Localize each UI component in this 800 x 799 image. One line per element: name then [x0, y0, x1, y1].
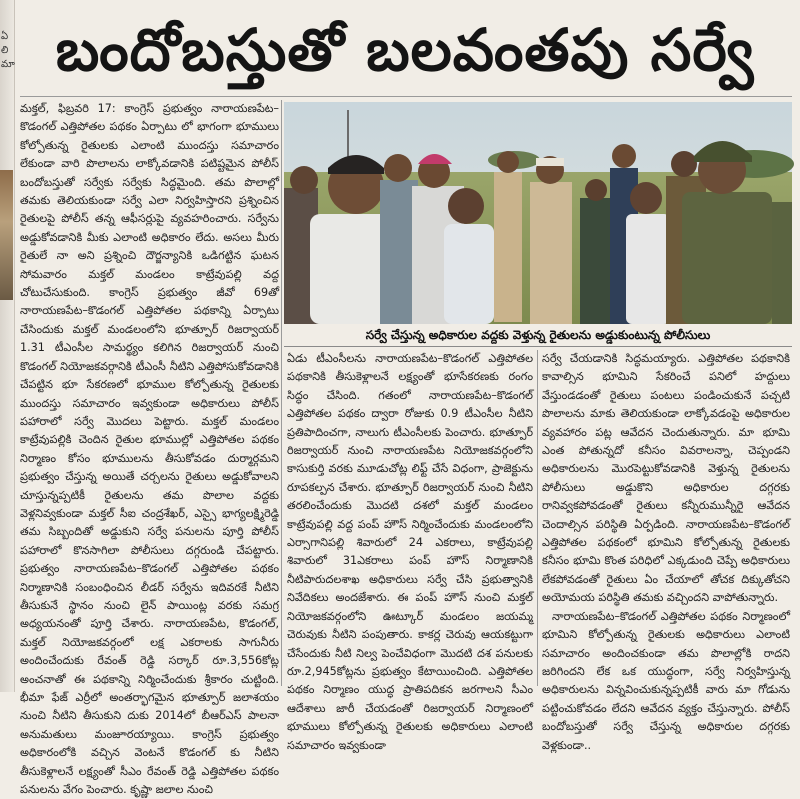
- adjacent-article-photo: [0, 170, 13, 300]
- article-column-2: [287, 350, 533, 752]
- article-photo: [284, 102, 792, 324]
- headline-divider: [20, 96, 792, 97]
- article-paragraph: నారాయణపేట–కొడంగల్ ఎత్తిపోతల పథకం నిర్మాణంలో భూమిని కోల్పోతున్న రైతులకు అధికారులు ఎలాంటి సమాచారం అందించకుండా తమ పొలాల్లోకి రాదని జరిగిందని లేక ఒక యుద్ధంగా, సర్వే నిర్వహిస్తున్న అధికారులను విన్నవించుకున్నప్పటికీ వారు మా గోడును పట్టించుకోవడం లేదని ఆవేదన వ్యక్తం చేస్తున్నారు. పోలీస్ బందోబస్తుతో సర్వే చేస్తున్న అధికారుల దగ్గరకు వెళ్లకుండా..: [542, 609, 790, 752]
- article-paragraph: సర్వే చేయడానికి సిద్ధమయ్యారు. ఎత్తిపోతల పథకానికి కావాల్సిన భూమిని సేకరించే పనిలో హద్దులు వేస్తుండడంతో రైతులు పంటలు పండించుకునే పచ్చటి పొలాలను మాకు తెలియకుండా లాక్కోవడంపై అధికారుల వ్యవహారం పట్ల ఆవేదన చెందుతున్నారు. మా భూమి ఎంత పోతున్నదో కనీసం వివరాలన్నా, చెప్పండని అధికారులను మొరపెట్టుకోవడానికి వెళ్తున్న రైతులను పోలీసులు అడ్డుకొని అధికారుల దగ్గరకు రానివ్వకపోవడంతో రైతులు కన్నీరుమున్నీరై ఆవేదన చెందాల్సిన పరిస్థితి ఏర్పడింది. నారాయణపేట–కొడంగల్ ఎత్తిపోతల పథకంలో భూమిని కోల్పోతున్న రైతులకు కనీసం భూమి కొంత పరిధిలో ఎక్కడుంది చెప్పే అధికారులు లేకపోవడంతో రైతులు ఏం చేయాలో తోచక దిక్కుతోచని అయోమయ పరిస్థితి తమకు వచ్చిందని వాపోతున్నారు.: [542, 352, 790, 605]
- article-paragraph: ఏడు టీఎంసీలను నారాయణపేట–కొడంగల్ ఎత్తిపోతల పథకానికి తీసుకెళ్లాలనే లక్ష్యంతో భూసేకరణకు రంగం సిద్ధం చేసింది. గతంలో నారాయణపేట–కొడంగల్ ఎత్తిపోతల పథకం ద్వారా రోజుకు 0.9 టీఎంసీల నీటిని ప్రతిపాదించగా, నాలుగు టీఎంసీలకు పెంచారు. భూత్పూర్ రిజర్వాయర్ నుంచి నారాయణపేట నియోజకవర్గంలోని కాసుకుర్తి వరకు మూడుచోట్ల లిఫ్ట్ చేసే విధంగా, ప్రాజెక్టును రూపకల్పన చేశారు. భూత్పూర్ రిజర్వాయర్ నుంచి నీటిని తరలించేందుకు మొదటి దశలో మక్తల్ మండలం కాట్రేవుపల్లి వద్ద పంప్ హౌస్ నిర్మించేందుకు మండలంలోని ఎర్సాగానిపల్లి శివారులో 24 ఎకరాలు, కాట్రేవుపల్లి శివారులో 31ఎకరాలు పంప్ హౌస్ నిర్మాణానికి నీటిపారుదలశాఖ అధికారులు సర్వే చేసి ప్రభుత్వానికి నివేదికలు అందజేశారు. ఈ పంప్ హౌస్ నుంచి మక్తల్ నియోజకవర్గంలోని ఊట్కూర్ మండలం జయమ్మ చెరువుకు నీటిని పంపుతారు. కాకర్ల చెరువు ఆయకట్టుగా చేసేందుకు నీటి నిల్వ పెంచేవిధంగా మొదటి దశ పనులకు రూ.2,945కోట్లను ప్రభుత్వం కేటాయించింది. ఎత్తిపోతల పథకం నిర్మాణం యుద్ధ ప్రాతిపదికన జరగాలని సీఎం ఆదేశాలు జారీ చేయడంతో రిజర్వాయర్ నిర్మాణంలో భూములు కోల్పోతున్న రైతులకు అధికారులు ఎలాంటి సమాచారం ఇవ్వకుండా: [287, 352, 533, 752]
- article-paragraph: మక్తల్, ఫిబ్రవరి 17: కాంగ్రెస్ ప్రభుత్వం నారాయణపేట–కొడంగల్ ఎత్తిపోతల పథకం ఏర్పాటు లో భాగంగా భూములు కోల్పోతున్న రైతులకు ఎలాంటి ముందస్తు సమాచారం లేకుండా వారి పొలాలను లాక్కోవడానికి పటిష్టమైన పోలీస్ బందోబస్తుతో సర్వేకు సర్వేకు సిద్ధమైంది. తమ పొలాల్లో తమకు తెలియకుండా సర్వే ఎలా నిర్వహిస్తారని ప్రశ్నించిన రైతులపై పోలీస్ తన్న ఆఫీసర్లుపై వ్యవహరించారు. సర్వేను అడ్డుకోవడానికి మీకు ఎలాంటి అధికారం లేదు. అసలు మీరు రైతులే నా అని ప్రశ్నించి దౌర్జన్యానికి ఒడిగట్టిన ఘటన సోమవారం మక్తల్ మండలం కాట్రేవుపల్లి వద్ద చోటుచేసుకుంది. కాంగ్రెస్ ప్రభుత్వం జీవో 69తో నారాయణపేట–కొడంగల్ ఎత్తిపోతల పథకాన్ని ఏర్పాటు చేసిందుకు మక్తల్ మండలంలోని భూత్పూర్ రిజర్వాయర్ 1.31 టీఎంసీల సామర్థ్యం కలిగిన రిజర్వాయర్ నుంచి కొడంగల్ నియోజకవర్గానికి టీఎంసీ నీటిని ఎత్తిపోసుకోవడానికి చేపట్టిన భూ సేకరణలో భూముల కోల్పోతున్న రైతులకు ముందస్తు సమాచారం ఇవ్వకుండా అధికారులు పోలీస్ పహారాలో సర్వే మొదలు పెట్టారు. మక్తల్ మండలం కాట్రేవుపల్లికి చెందిన రైతుల భూముల్లో ఎత్తిపోతల పథకం నిర్మాణం కోసం భూములను తీసుకోవడం దుర్మార్గమని ప్రభుత్వం చేస్తున్న అయితే చర్చలను రైతులు అడ్డుకోవాలని చూస్తున్నప్పటికీ రైతులను తమ పొలాల వద్దకు వెళ్లనివ్వకుండా మక్తల్ సీఐ చంద్రశేఖర్, ఎస్సై భాగ్యలక్ష్మిరెడ్డి తమ సిబ్బందితో అడ్డుకుని సర్వే పనులను పూర్తి పోలీస్ పహారాలో కొనసాగిలా పోలీసులు దగ్గరుండి చేపట్టారు. ప్రభుత్వం నారాయణపేట–కొడంగల్ ఎత్తిపోతల పథకం నిర్మాణానికి సంబంధించిన లీడర్ సర్వేను ఇదివరకే నీటిని తీసుకునే స్థానం నుంచి లైన్ పాయింట్ల వరకు సమగ్ర అధ్యయనంతో పూర్తి చేశారు. నారాయణపేట, కొడంగల్, మక్తల్ నియోజకవర్గంలో లక్ష ఎకరాలకు సాగునీరు అందించేందుకు రేవంత్ రెడ్డి సర్కార్ రూ.3,556కోట్ల అంచనాతో ఈ పథకాన్ని నిర్మించేందుకు శ్రీకారం చుట్టింది. భీమా ఫేజ్ ఎర్రీలో అంతర్భాగమైన భూత్పూర్ జలాశయం నుంచి నీటిని తీసుకుని దుకు 2014లో బీఆర్ఎస్ పాలనా అనుమతులు మంజూరయ్యాయి. కాంగ్రెస్ ప్రభుత్వం అధికారంలోకి వచ్చిన వెంటనే కొడంగల్ కు నీటిని తీసుకెళ్లాలనే లక్ష్యంతో సీఎం రేవంత్ రెడ్డి ఎత్తిపోతల పథకం పనులను వేగం పెంచారు. కృష్ణా జలాల నుంచి: [20, 102, 279, 797]
- article-headline: బందోబస్తుతో బలవంతపు సర్వే: [55, 16, 755, 84]
- adjacent-article-edge: [0, 0, 15, 692]
- article-column-1: [20, 100, 279, 797]
- photo-illustration: [284, 102, 792, 324]
- crowd-figures: [284, 141, 792, 324]
- article-column-3: [542, 350, 790, 752]
- adjacent-article-fragment: ఏ లి మా: [1, 31, 15, 70]
- column-divider-2: [537, 350, 538, 686]
- photo-caption: సర్వే చేస్తున్న అధికారుల వద్దకు వెళ్తున్న రైతులను అడ్డుకుంటున్న పోలీసులు: [284, 324, 792, 347]
- column-divider-1: [281, 100, 282, 686]
